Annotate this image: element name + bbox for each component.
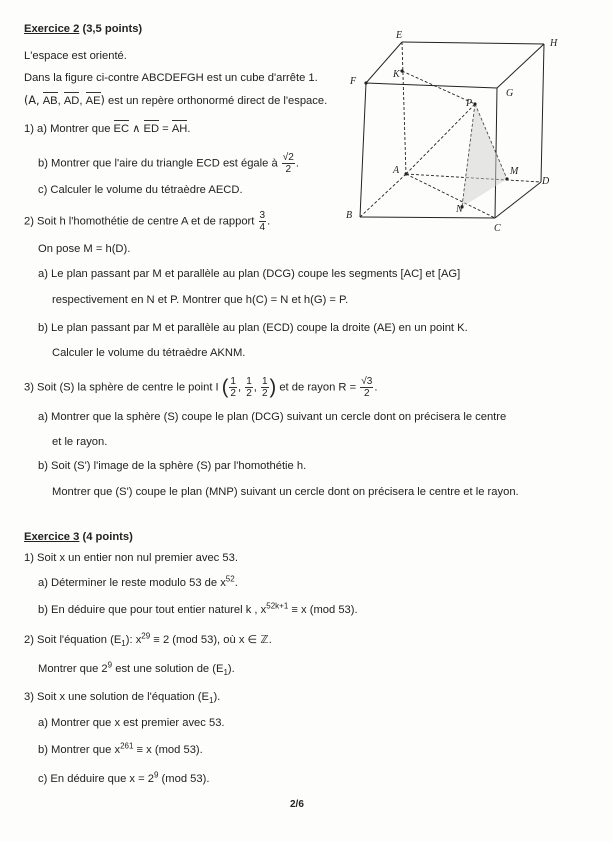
question-2-text: 2) Soit h l'homothétie de centre A et de rapport	[24, 215, 255, 228]
label-N: N	[456, 204, 463, 215]
exercise-2-title: Exercice 2	[24, 23, 80, 35]
question-2b-line2: Calculer le volume du tétraèdre AKNM.	[52, 347, 246, 359]
label-F: F	[350, 76, 357, 87]
exercise-2-points: (3,5 points)	[82, 23, 143, 35]
fraction-3-over-4	[259, 210, 267, 233]
fraction-numerator: √2	[282, 152, 294, 163]
segment-KP	[402, 71, 475, 104]
label-K: K	[393, 69, 400, 80]
ex3-question-3a: a) Montrer que x est premier avec 53.	[38, 717, 225, 729]
question-1b-text: b) Montrer que l'aire du triangle ECD est égale à	[38, 157, 278, 170]
question-1a: 1) a) Montrer que EC ∧ ED = AH.	[24, 122, 191, 135]
fraction-sqrt2-over-2	[282, 152, 295, 175]
question-3-radius-text: et de rayon R =	[279, 381, 357, 394]
question-1a-text: 1) a) Montrer que	[24, 123, 111, 135]
cube-figure	[340, 26, 565, 236]
fraction-denominator: 4	[259, 222, 266, 233]
fraction-denominator: 2	[285, 164, 292, 175]
line-pose-m: On pose M = h(D).	[38, 243, 131, 255]
question-2: 2) Soit h l'homothétie de centre A et de rapport $\frac{3}{4}$ .	[24, 210, 271, 233]
fraction-numerator: √3	[361, 376, 373, 387]
label-M: M	[510, 166, 519, 177]
label-P: P	[466, 98, 473, 109]
question-3: 3) Soit (S) la sphère de centre le point I ( $\frac{1}{2}$ , $\frac{1}{2}$ , $\frac{1}{2}$ ) et de rayon R = $\frac{√3}{2}$ .	[24, 376, 378, 399]
label-G: G	[506, 88, 514, 99]
question-2a-line1: a) Le plan passant par M et parallèle au plan (DCG) coupe les segments [AC] et [AG]	[38, 268, 461, 280]
question-1c: c) Calculer le volume du tétraèdre AECD.	[38, 184, 243, 196]
triangle-MNP	[462, 104, 507, 207]
edge-FG	[366, 83, 497, 88]
question-1b: b) Montrer que l'aire du triangle ECD est égale à $\frac{√2}{2}$ .	[38, 152, 299, 175]
ex3-question-1a: a) Déterminer le reste modulo 53 de $x^{52}$.	[38, 574, 238, 589]
line-cube-description: Dans la figure ci-contre ABCDEFGH est un cube d'arrête 1.	[24, 72, 318, 84]
ex3-question-1b: b) En déduire que pour tout entier naturel k , $x^{52k+1} \equiv x$ (mod 53).	[38, 601, 358, 616]
label-B: B	[346, 210, 353, 221]
exercise-3-title: Exercice 3	[24, 531, 80, 543]
question-3a-line1: a) Montrer que la sphère (S) coupe le plan (DCG) suivant un cercle dont on précisera le centre	[38, 411, 507, 423]
repere-text: est un repère orthonormé direct de l'espace.	[108, 95, 328, 107]
ex3-question-2-show: Montrer que $2^9$ est une solution de $(E_1)$.	[38, 660, 235, 678]
edge-BC	[360, 217, 495, 218]
fraction-sqrt3-over-2	[360, 376, 373, 399]
ex3-question-3: 3) Soit x une solution de l'équation $(E_1)$.	[24, 691, 221, 706]
ex3-question-3c: c) En déduire que $x = 2^9$ (mod 53).	[38, 770, 210, 785]
edge-EA-hidden	[402, 42, 406, 174]
label-A: A	[393, 165, 400, 176]
segment-AP	[406, 104, 475, 174]
fraction-denominator: 2	[364, 388, 370, 399]
label-D: D	[542, 176, 550, 187]
edge-DC	[495, 182, 541, 218]
ex3-question-1: 1) Soit x un entier non nul premier avec 53.	[24, 552, 238, 564]
line-repere: (A, AB, AD, AE) est un repère orthonormé direct de l'espace.	[24, 94, 328, 107]
label-H: H	[550, 38, 558, 49]
line-espace-oriente: L'espace est orienté.	[24, 50, 127, 62]
edge-FB	[360, 83, 366, 217]
fraction-numerator: 3	[259, 210, 266, 221]
question-3a-line2: et le rayon.	[52, 436, 108, 448]
edge-HD	[541, 44, 544, 182]
question-3b-line2: Montrer que (S') coupe le plan (MNP) suivant un cercle dont on précisera le centre et le rayon.	[52, 486, 519, 498]
question-3b-line1: b) Soit (S') l'image de la sphère (S) par l'homothétie h.	[38, 460, 307, 472]
ex3-question-3b: b) Montrer que $x^{261} \equiv x$ (mod 53).	[38, 741, 203, 756]
edge-HG	[497, 44, 544, 88]
exercise-2-heading	[24, 22, 142, 36]
edge-AB-hidden	[360, 174, 406, 217]
ex3-question-2: 2) Soit l'équation $(E_1)$: $x^{29} \equiv 2$ (mod 53), où x ∈ ℤ.	[24, 631, 272, 649]
exercise-3-heading	[24, 530, 133, 544]
label-C: C	[494, 223, 501, 234]
question-2b-line1: b) Le plan passant par M et parallèle au plan (ECD) coupe la droite (AE) en un point K.	[38, 322, 468, 334]
label-E: E	[396, 30, 403, 41]
question-2a-line2: respectivement en N et P. Montrer que h(C) = N et h(G) = P.	[52, 294, 349, 306]
edge-EH	[402, 42, 544, 44]
question-3-text: 3) Soit (S) la sphère de centre le point I	[24, 381, 219, 394]
exercise-3-points: (4 points)	[82, 531, 133, 543]
page-number: 2/6	[290, 799, 304, 810]
